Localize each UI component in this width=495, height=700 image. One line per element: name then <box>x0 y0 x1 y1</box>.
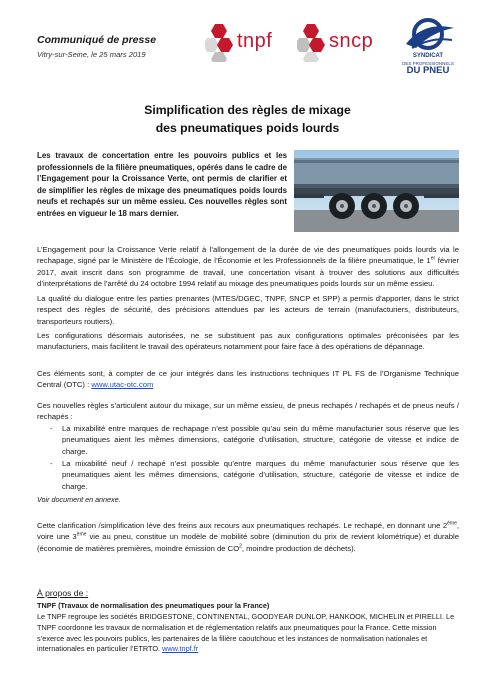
paragraph-dialogue: La qualité du dialogue entre les parties prenantes (MTES/DGEC, TNPF, SNCP et SPP) a permis d’apporter, dans le strict respect des règles de sécurité, des précisions attendues par les acteurs de terrain (manufacturiers, distributeurs, transporteurs routiers). <box>37 294 459 326</box>
sncp-hexagon-icon <box>297 22 331 62</box>
paragraph-clarification: Cette clarification /simplification lève des freins aux recours aux pneumatiques rechapés. Le rechapé, en donnant une 2ème, voire une 3ème vie au pneu, constitue un modèle de mobilité sobre (diminution du prix de revient kilométrique) et durable (économie de matières premières, moindre émission de $CO^2$, moindre production de déchets). <box>37 520 459 553</box>
sncp-logo <box>297 22 377 66</box>
press-release-label: Communiqué de presse <box>37 34 157 46</box>
about-subheading: TNPF (Travaux de normalisation des pneumatiques pour la France) <box>37 601 270 610</box>
title-line-2: des pneumatiques poids lourds <box>155 121 340 135</box>
paragraph-rules-intro: Ces nouvelles règles s’articulent autour du mixage, sur un même essieu, de pneus rechapés / rechapés et de pneus neufs / rechapés : <box>37 401 459 422</box>
about-body: Le TNPF regroupe les sociétés BRIDGESTONE, CONTINENTAL, GOODYEAR DUNLOP, HANKOOK, MICHELIN et PIRELLI. Le TNPF coordonne les travaux de normalisation et de réglementation relatifs aux pneumatiques pour la France. Cette mission s’exerce avec les pouvoirs publics, les partenaires de la filière caoutchouc et les instances de normalisation nationales et internationales en particulier l’ETRTO. www.tnpf.fr <box>37 612 455 654</box>
annex-note: Voir document en annexe. <box>37 495 121 504</box>
bullet-text: La mixabilité entre marques de rechapage n’est possible qu’au sein du même manufacturier sous réserve que les pneumatiques aient les mêmes dimensions, catégorie d’utilisation, structure, catégorie de vitesse et indice de charge. <box>62 424 459 456</box>
document-title <box>0 101 495 137</box>
syndicat-line2: DES PROFESSIONNELS <box>402 61 454 66</box>
bullet-dash: - <box>50 424 53 433</box>
paragraph-configurations: Les configurations désormais autorisées, ne se substituent pas aux configurations optimales préconisées par les manufacturiers, mais facilitent le travail des opérateurs notamment pour faire face à des opérations de dépannage. <box>37 331 459 352</box>
otc-link[interactable]: www.utac-otc.com <box>91 380 154 390</box>
title-line-1: Simplification des règles de mixage <box>144 103 351 117</box>
syndicat-line3: DU PNEU <box>406 65 450 76</box>
tnpf-hexagon-icon <box>205 22 239 62</box>
list-item <box>50 423 459 457</box>
tnpf-logo <box>205 22 285 66</box>
tnpf-website-link[interactable]: www.tnpf.fr <box>162 644 199 654</box>
bullet-text: La mixabilité neuf / rechapé n’est possible qu’entre marques du même manufacturier sous réserve que les pneumatiques aient les mêmes dimensions, catégorie d’utilisation, structure, catégorie de vitesse et indice de charge. <box>62 459 459 491</box>
tnpf-wordmark: tnpf <box>237 30 273 52</box>
lead-paragraph: Les travaux de concertation entre les pouvoirs publics et les professionnels de la filière pneumatiques, opérés dans le cadre de l’Engagement pour la Croissance Verte, ont permis de clarifier et de simplifier les règles de mixage des pneumatiques poids lourds neufs et rechapés sur un même essieu. Ces nouvelles règles sont entrées en vigueur le 18 mars dernier. <box>37 151 287 218</box>
release-date: Vitry-sur-Seine, le 25 mars 2019 <box>37 50 146 59</box>
sncp-wordmark: sncp <box>329 30 374 52</box>
truck-trailer-image <box>294 150 459 232</box>
paragraph-engagement: L’Engagement pour la Croissance Verte relatif à l’allongement de la durée de vie des pneumatiques poids lourds via le rechapage, signé par le Ministère de l’Écologie, de l’Économie et les Professionnels de la filière pneumatique, le 1er février 2017, avait inscrit dans son programme de travail, une concertation visant à trouver des solutions aux difficultés d’interprétations de l’arrêté du 24 octobre 1994 relatif au mixage des pneumatiques poids lourds sur un même essieu. <box>37 245 459 288</box>
syndicat-line1: SYNDICAT <box>412 53 444 59</box>
bullet-dash: - <box>50 459 53 468</box>
syndicat-logo <box>392 18 464 76</box>
about-heading: À propos de : <box>37 588 89 598</box>
list-item <box>50 458 459 492</box>
syndicat-emblem-icon <box>392 18 464 52</box>
paragraph-otc: Ces éléments sont, à compter de ce jour intégrés dans les instructions techniques IT PL FS de l’Organisme Technique Central (OTC) : www.utac-otc.com <box>37 369 459 390</box>
truck-photo <box>294 150 459 232</box>
